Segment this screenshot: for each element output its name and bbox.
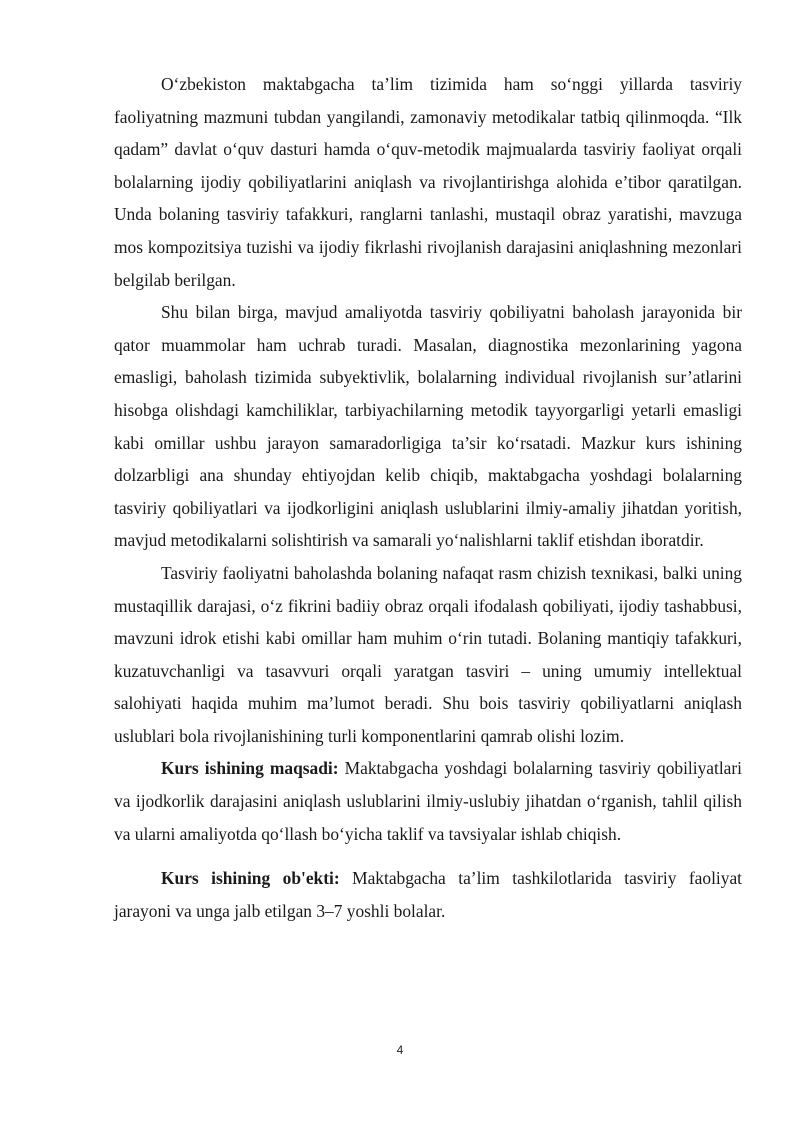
document-page [114, 68, 742, 927]
paragraph-relevance: Shu bilan birga, mavjud amaliyotda tasviriy qobiliyatni baholash jarayonida bir qator muammolar ham uchrab turadi. Masalan, diagnostika mezonlarining yagona emasligi, baholash tizimida subyektivlik, bolalarning individual rivojlanish sur’atlarini hisobga olishdagi kamchiliklar, tarbiyachilarning metodik tayyorgarligi yetarli emasligi kabi omillar ushbu jarayon samaradorligiga ta’sir ko‘rsatadi. Mazkur kurs ishining dolzarbligi ana shunday ehtiyojdan kelib chiqib, maktabgacha yoshdagi bolalarning tasviriy qobiliyatlari va ijodkorligini aniqlash uslublarini ilmiy-amaliy jihatdan yoritish, mavjud metodikalarni solishtirish va samarali yo‘nalishlarni taklif etishdan iboratdir. [114, 302, 742, 551]
object-text: Maktabgacha ta’lim tashkilotlarida tasviriy faoliyat jarayoni va unga jalb etilgan 3–7 yoshli bolalar. [114, 868, 742, 921]
paragraph-goal [114, 752, 742, 850]
paragraph-intro: O‘zbekiston maktabgacha ta’lim tizimida ham so‘nggi yillarda tasviriy faoliyatning mazmuni tubdan yangilandi, zamonaviy metodikalar tatbiq qilinmoqda. “Ilk qadam” davlat o‘quv dasturi hamda o‘quv-metodik majmualarda tasviriy faoliyat orqali bolalarning ijodiy qobiliyatlarini aniqlash va rivojlantirishga alohida e’tibor qaratilgan. Unda bolaning tasviriy tafakkuri, ranglarni tanlashi, mustaqil obraz yaratishi, mavzuga mos kompozitsiya tuzishi va ijodiy fikrlashi rivojlanish darajasini aniqlashning mezonlari belgilab berilgan. [114, 74, 742, 290]
page-number: 4 [396, 1043, 404, 1057]
paragraph-object [114, 862, 742, 927]
object-label: Kurs ishining ob'ekti: [161, 868, 340, 889]
goal-label: Kurs ishining maqsadi: [161, 758, 339, 779]
paragraph-assessment: Tasviriy faoliyatni baholashda bolaning nafaqat rasm chizish texnikasi, balki uning mustaqillik darajasi, o‘z fikrini badiiy obraz orqali ifodalash qobiliyati, ijodiy tashabbusi, mavzuni idrok etishi kabi omillar ham muhim o‘rin tutadi. Bolaning mantiqiy tafakkuri, kuzatuvchanligi va tasavvuri orqali yaratgan tasviri – uning umumiy intellektual salohiyati haqida muhim ma’lumot beradi. Shu bois tasviriy qobiliyatlarni aniqlash uslublari bola rivojlanishining turli komponentlarini qamrab olishi lozim. [114, 562, 742, 746]
goal-text: Maktabgacha yoshdagi bolalarning tasviriy qobiliyatlari va ijodkorlik darajasini aniqlash uslublarini ilmiy-uslubiy jihatdan o‘rganish, tahlil qilish va ularni amaliyotda qo‘llash bo‘yicha taklif va tavsiyalar ishlab chiqish. [114, 758, 742, 844]
